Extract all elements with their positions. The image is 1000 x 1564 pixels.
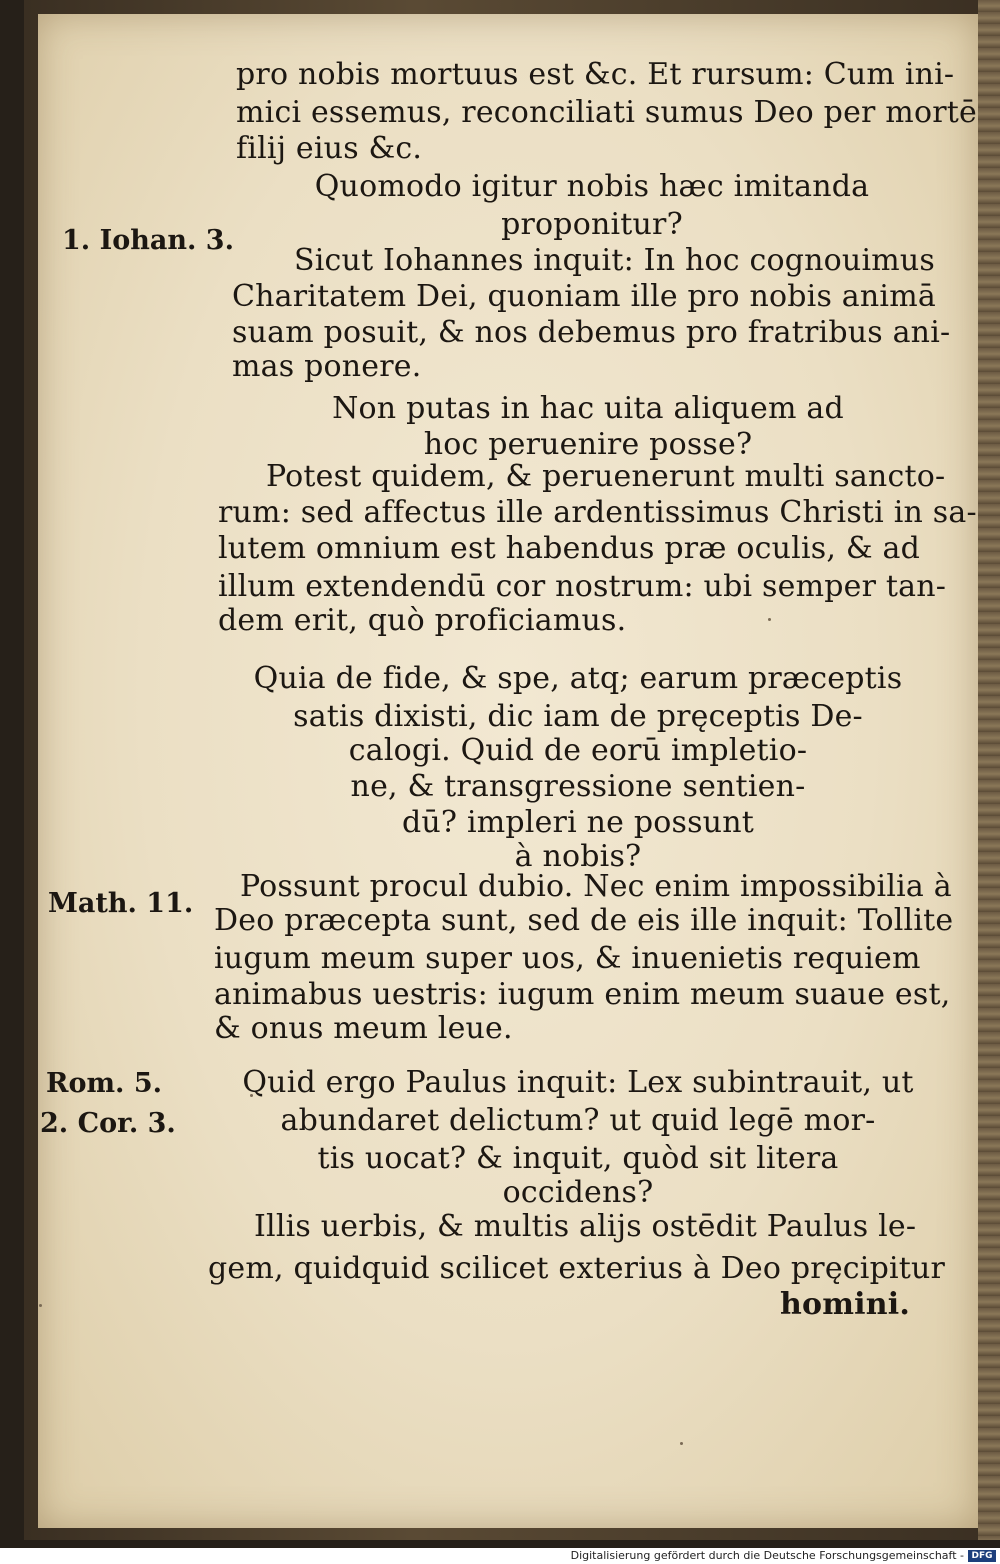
text-line: pro nobis mortuus est &c. Et rursum: Cum ini- xyxy=(236,57,955,92)
text-line: animabus uestris: iugum enim meum suaue est, xyxy=(214,977,951,1012)
margin-note-1-john: 1. Iohan. 3. xyxy=(62,225,234,256)
text-line: filij eius &c. xyxy=(236,131,423,166)
text-line: Possunt procul dubio. Nec enim impossibilia à xyxy=(240,869,952,904)
text-line: & onus meum leue. xyxy=(214,1011,513,1046)
adjacent-page-edge xyxy=(978,0,1000,1540)
text-line: Potest quidem, & peruenerunt multi sancto- xyxy=(266,459,946,494)
text-line: rum: sed affectus ille ardentissimus Christi in sa- xyxy=(218,495,977,530)
text-line: Charitatem Dei, quoniam ille pro nobis animā xyxy=(232,279,936,314)
catchword: homini. xyxy=(780,1287,911,1322)
text-line: mas ponere. xyxy=(232,349,422,384)
footer-bar xyxy=(0,1548,1000,1564)
question-heading: tis uocat? & inquit, quòd sit litera xyxy=(317,1141,839,1176)
question-heading: Quid ergo Paulus inquit: Lex subintrauit, ut xyxy=(242,1065,914,1100)
margin-note-romans: Rom. 5. xyxy=(46,1068,163,1099)
text-line: Illis uerbis, & multis alijs ostēdit Paulus le- xyxy=(254,1209,917,1244)
dfg-logo: DFG xyxy=(968,1550,996,1562)
text-line: Sicut Iohannes inquit: In hoc cognouimus xyxy=(294,243,936,278)
question-heading: calogi. Quid de eorū impletio- xyxy=(348,733,808,768)
question-heading: Non putas in hac uita aliquem ad xyxy=(332,391,844,426)
text-line: dem erit, quò proficiamus. xyxy=(218,603,627,638)
question-heading: proponitur? xyxy=(501,207,683,242)
margin-note-matthew: Math. 11. xyxy=(48,888,194,919)
question-heading: occidens? xyxy=(502,1175,654,1210)
question-heading: hoc peruenire posse? xyxy=(423,427,753,462)
text-line: gem, quidquid scilicet exterius à Deo pręcipitur xyxy=(208,1251,946,1286)
margin-note-2-corinthians: 2. Cor. 3. xyxy=(40,1108,176,1139)
question-heading: Quia de fide, & spe, atq; earum præceptis xyxy=(253,661,903,696)
question-heading: abundaret delictum? ut quid legē mor- xyxy=(280,1103,876,1138)
question-heading: dū? impleri ne possunt xyxy=(402,805,754,840)
question-heading: satis dixisti, dic iam de pręceptis De- xyxy=(293,699,863,734)
text-line: suam posuit, & nos debemus pro fratribus ani- xyxy=(232,315,951,350)
text-line: mici essemus, reconciliati sumus Deo per mortē xyxy=(236,95,977,130)
funding-credit: Digitalisierung gefördert durch die Deutsche Forschungsgemeinschaft - xyxy=(570,1549,964,1562)
text-line: Deo præcepta sunt, sed de eis ille inquit: Tollite xyxy=(214,903,954,938)
text-line: lutem omnium est habendus præ oculis, & ad xyxy=(218,531,920,566)
question-heading: à nobis? xyxy=(514,839,642,874)
text-line: iugum meum super uos, & inuenietis requiem xyxy=(214,941,921,976)
question-heading: Quomodo igitur nobis hæc imitanda xyxy=(314,169,870,204)
question-heading: ne, & transgressione sentien- xyxy=(350,769,806,804)
text-line: illum extendendū cor nostrum: ubi semper tan- xyxy=(218,569,947,604)
